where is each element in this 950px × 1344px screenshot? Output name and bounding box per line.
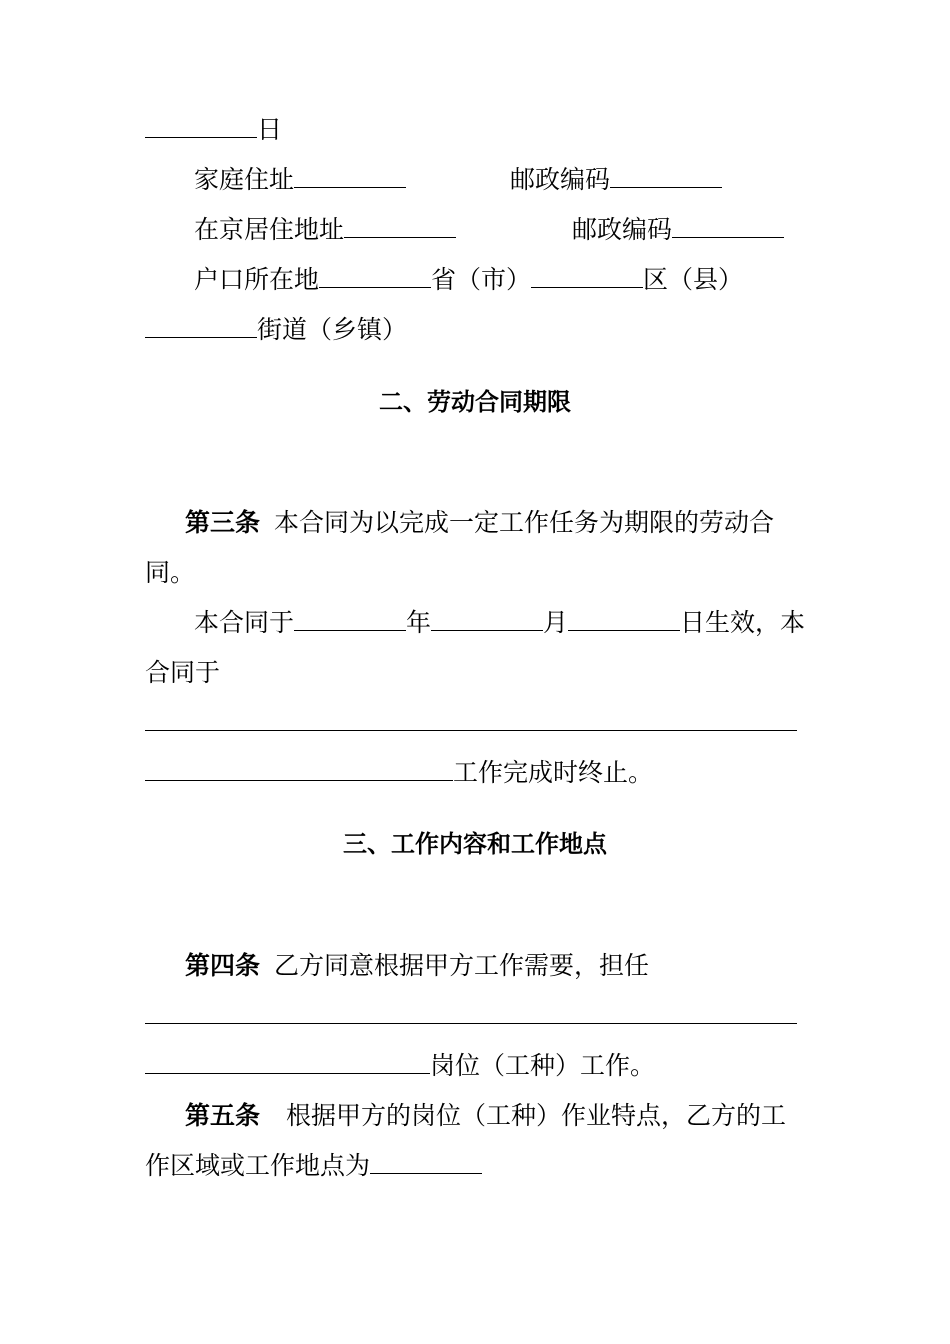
article-4-label: 第四条 — [185, 951, 261, 980]
beijing-postcode-label: 邮政编码 — [572, 215, 673, 244]
effective-month-blank[interactable] — [431, 608, 543, 631]
beijing-address-line — [194, 215, 784, 245]
effective-year-label: 年 — [406, 608, 432, 637]
street-line — [145, 315, 407, 345]
district-label: 区（县） — [643, 265, 744, 294]
post-text: 岗位（工种）工作。 — [430, 1051, 656, 1080]
end-condition-line — [145, 758, 653, 788]
end-condition-blank-2[interactable] — [145, 758, 453, 781]
beijing-address-blank[interactable] — [344, 215, 456, 238]
article-3-label: 第三条 — [185, 508, 261, 537]
home-postcode-blank[interactable] — [610, 165, 722, 188]
end-condition-blank[interactable] — [145, 708, 797, 731]
article-5-text-2: 作区域或工作地点为 — [145, 1151, 371, 1180]
article-3-text-1: 本合同为以完成一定工作任务为期限的劳动合 — [274, 508, 775, 537]
contract-end-label: 合同于 — [145, 658, 221, 687]
article-4-text: 乙方同意根据甲方工作需要，担任 — [274, 951, 650, 980]
home-postcode-label: 邮政编码 — [510, 165, 611, 194]
article-5-line-2 — [145, 1151, 482, 1181]
hukou-line — [194, 265, 743, 295]
street-blank[interactable] — [145, 315, 257, 338]
section-heading-work: 三、工作内容和工作地点 — [343, 830, 607, 858]
article-5-label: 第五条 — [185, 1101, 261, 1130]
beijing-postcode-blank[interactable] — [672, 215, 784, 238]
hukou-label: 户口所在地 — [194, 265, 320, 294]
article-3-line-1 — [185, 508, 774, 538]
article-5-text-1: 根据甲方的岗位（工种）作业特点，乙方的工 — [286, 1101, 787, 1130]
date-line — [145, 115, 282, 145]
effective-date-line — [194, 608, 805, 638]
section-heading-term: 二、劳动合同期限 — [379, 388, 571, 416]
post-line — [145, 1051, 655, 1081]
day-blank[interactable] — [145, 115, 257, 138]
effective-month-label: 月 — [543, 608, 569, 637]
article-4-line-1 — [185, 951, 649, 981]
beijing-address-label: 在京居住地址 — [194, 215, 345, 244]
effective-day-blank[interactable] — [568, 608, 680, 631]
effective-label: 本合同于 — [194, 608, 295, 637]
article-3-line-2: 同。 — [145, 558, 196, 587]
post-blank-2[interactable] — [145, 1051, 430, 1074]
street-label: 街道（乡镇） — [257, 315, 408, 344]
home-address-label: 家庭住址 — [194, 165, 295, 194]
province-blank[interactable] — [319, 265, 431, 288]
end-condition-blank-line — [145, 708, 797, 738]
effective-year-blank[interactable] — [294, 608, 406, 631]
post-blank-line — [145, 1001, 797, 1031]
article-5-line-1 — [185, 1101, 786, 1131]
district-blank[interactable] — [531, 265, 643, 288]
home-address-blank[interactable] — [294, 165, 406, 188]
effective-day-label: 日生效，本 — [680, 608, 806, 637]
work-location-blank[interactable] — [370, 1151, 482, 1174]
end-condition-text: 工作完成时终止。 — [453, 758, 654, 787]
post-blank[interactable] — [145, 1001, 797, 1024]
day-suffix: 日 — [257, 115, 283, 144]
province-label: 省（市） — [431, 265, 532, 294]
home-address-line — [194, 165, 722, 195]
